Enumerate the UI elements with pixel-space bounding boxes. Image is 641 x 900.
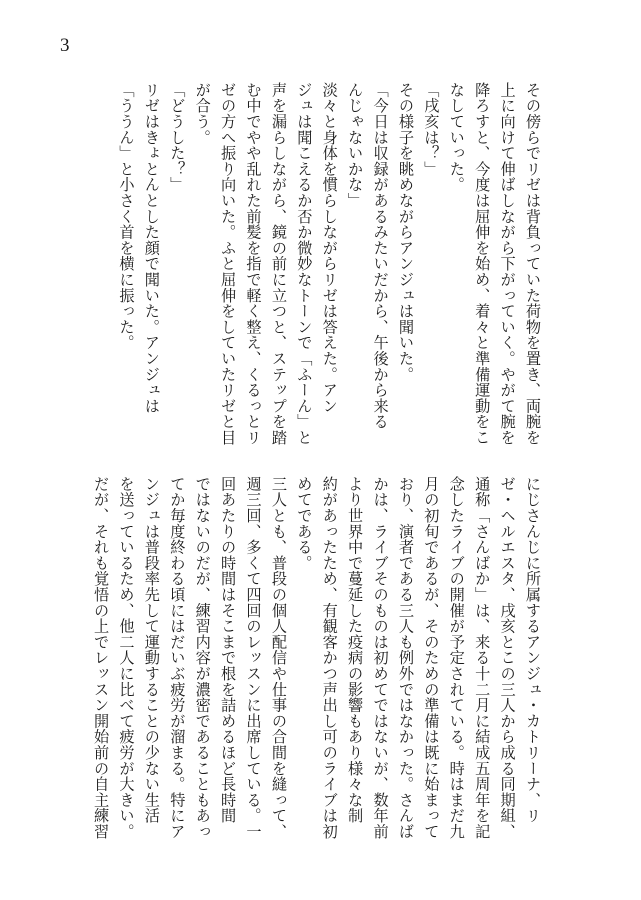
text-column: なしていった。 bbox=[447, 82, 466, 193]
top-text-block bbox=[113, 82, 545, 462]
text-column: 「戌亥は？」 bbox=[422, 82, 441, 177]
text-column: 上に向けて伸ばしながら下がっていく。やがて腕を bbox=[498, 82, 517, 446]
text-column: めてである。 bbox=[295, 476, 314, 571]
text-column: んじゃないかな」 bbox=[346, 82, 365, 209]
text-column: ジュは聞こえるか否か微妙なトーンで「ふーん」と bbox=[295, 82, 314, 446]
text-column: 念したライブの開催が予定されている。時はまだ九 bbox=[447, 476, 466, 840]
text-column: 約があったため、有観客かつ声出し可のライブは初 bbox=[320, 476, 339, 840]
text-column: 三人とも、普段の個人配信や仕事の合間を縫って、 bbox=[269, 476, 288, 840]
text-column: 声を漏らしながら、鏡の前に立つと、ステップを踏 bbox=[269, 82, 288, 446]
text-column: 「どうした？」 bbox=[168, 82, 187, 193]
text-column: 回あたりの時間はそこまで根を詰めるほど長時間 bbox=[219, 476, 238, 824]
text-column: より世界中で蔓延した疫病の影響もあり様々な制 bbox=[346, 476, 365, 824]
text-column: てか毎度終わる頃にはだいぶ疲労が溜まる。特にア bbox=[168, 476, 187, 840]
text-column: を送っているため、他二人に比べて疲労が大きい。 bbox=[117, 476, 136, 840]
text-column: その傍らでリゼは背負っていた荷物を置き、両腕を bbox=[524, 82, 542, 446]
text-column: 月の初旬であるが、そのための準備は既に始まって bbox=[422, 476, 441, 840]
text-column: おり、演者である三人も例外ではなかった。さんば bbox=[396, 476, 415, 840]
text-column: リゼはきょとんとした顔で聞いた。アンジュは bbox=[142, 82, 161, 414]
text-column: 「ううん」と小さく首を横に振った。 bbox=[117, 82, 136, 351]
text-column: む中でやや乱れた前髪を指で軽く整え、くるっとリ bbox=[244, 82, 263, 446]
text-column: にじさんじに所属するアンジュ・カトリーナ、リ bbox=[524, 476, 542, 824]
text-column: ゼ・ヘルエスタ、戌亥とこの三人から成る同期組、 bbox=[498, 476, 517, 840]
text-column: ゼの方へ振り向いた。ふと屈伸をしていたリゼと目 bbox=[219, 82, 238, 446]
bottom-text-block bbox=[88, 476, 545, 860]
text-column: 降ろすと、今度は屈伸を始め、着々と準備運動をこ bbox=[473, 82, 492, 446]
text-column: 「今日は収録があるみたいだから、午後から来る bbox=[371, 82, 390, 430]
text-column: 通称「さんばか」は、来る十二月に結成五周年を記 bbox=[473, 476, 492, 840]
text-column: かは、ライブそのものは初めてではないが、数年前 bbox=[371, 476, 390, 840]
page-number: 3 bbox=[60, 35, 70, 56]
text-column: 週三回、多くて四回のレッスンに出席している。一 bbox=[244, 476, 263, 840]
text-column: だが、それも覚悟の上でレッスン開始前の自主練習 bbox=[92, 476, 111, 840]
text-column: 淡々と身体を慣らしながらリゼは答えた。アン bbox=[320, 82, 339, 414]
text-column: ンジュは普段率先して運動することの少ない生活 bbox=[142, 476, 161, 824]
text-column: その様子を眺めながらアンジュは聞いた。 bbox=[396, 82, 415, 383]
text-column: が合う。 bbox=[193, 82, 212, 146]
text-column: ではないのだが、練習内容が濃密であることもあっ bbox=[193, 476, 212, 840]
